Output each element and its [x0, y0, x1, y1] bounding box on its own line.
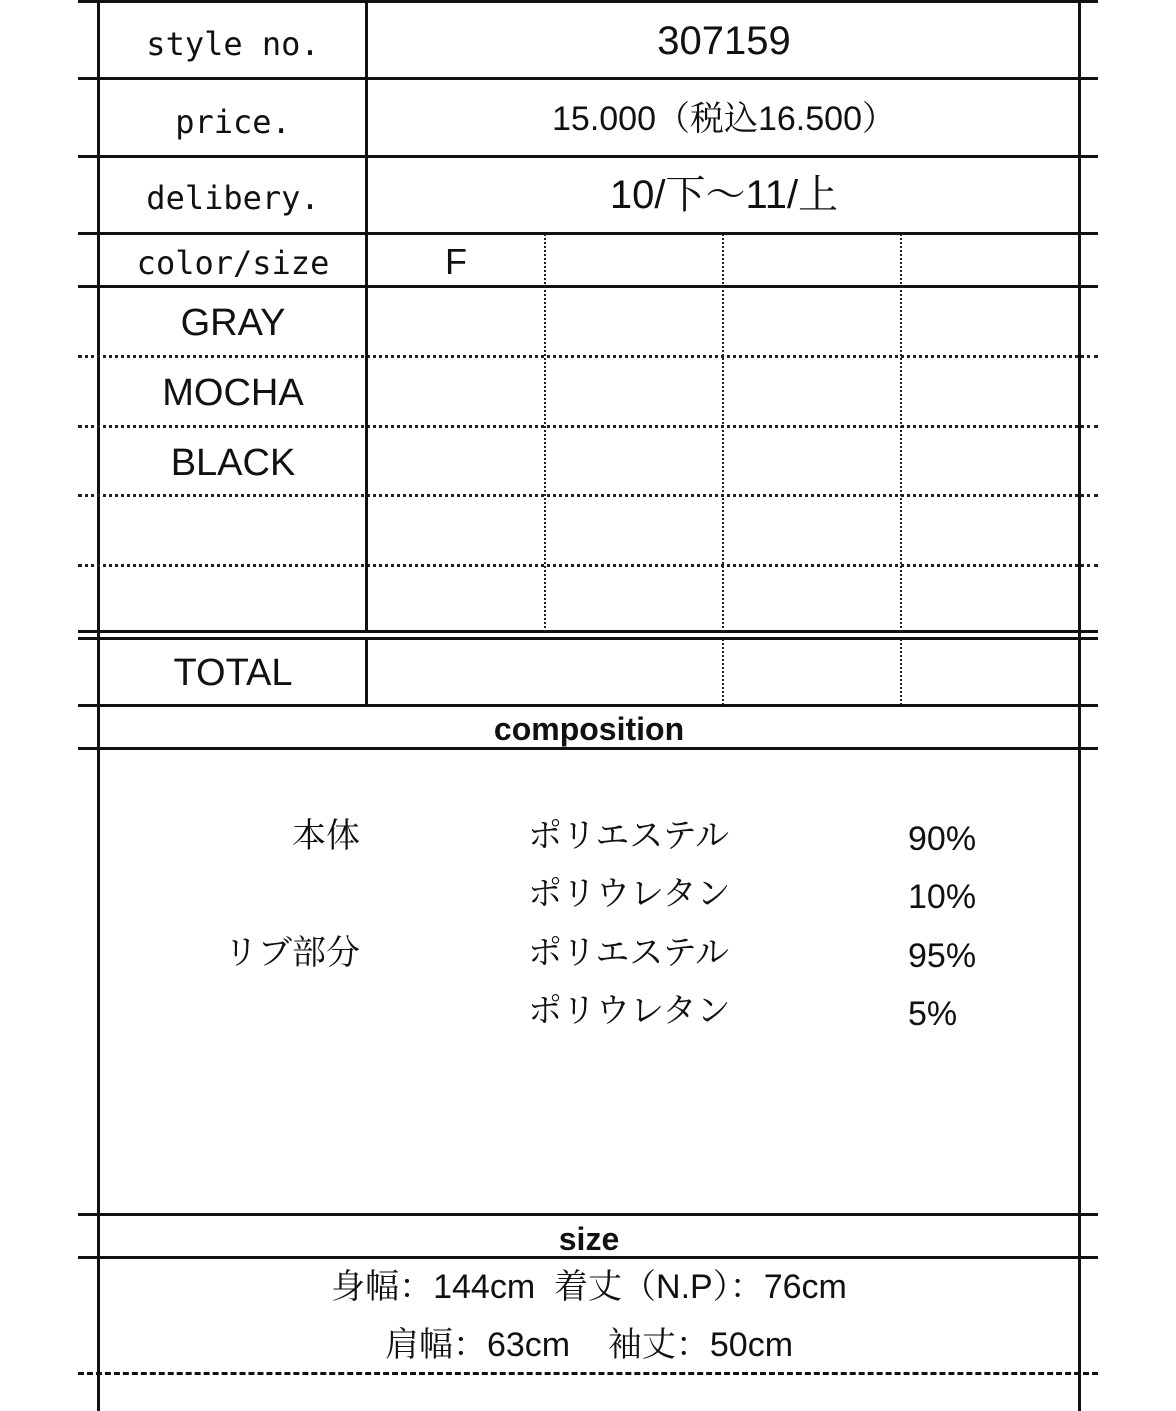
divider [78, 77, 1098, 80]
composition-material: ポリウレタン [528, 992, 731, 1030]
color-row-label: MOCHA [162, 372, 304, 414]
composition-percent: 10% [908, 878, 977, 916]
divider [78, 494, 1098, 497]
total-column-divider [722, 639, 724, 705]
price-label: price. [175, 103, 291, 141]
total-column-divider [900, 639, 902, 705]
composition-material: ポリエステル [528, 817, 729, 855]
size-measurements-line-1: 身幅：144cm 着丈（N.P）：76cm [331, 1268, 847, 1306]
dash-dot-line [78, 1372, 1098, 1375]
size-column-divider [900, 234, 902, 632]
size-measurements-line-2: 肩幅：63cm 袖丈：50cm [384, 1326, 794, 1364]
composition-title: composition [493, 711, 685, 747]
price-value: 15.000（税込16.500） [552, 100, 896, 138]
size-title: size [558, 1221, 620, 1257]
size-header-cell: F [445, 241, 467, 282]
divider [78, 630, 1098, 633]
composition-percent: 95% [908, 937, 977, 975]
divider [78, 155, 1098, 158]
composition-material: ポリウレタン [528, 875, 731, 913]
color-size-label: color/size [136, 244, 330, 282]
composition-percent: 90% [908, 820, 977, 858]
delivery-label: delibery. [146, 179, 320, 217]
composition-part: リブ部分 [224, 934, 360, 972]
divider [78, 355, 1098, 358]
composition-part: 本体 [292, 817, 360, 855]
style-value: 307159 [657, 19, 791, 63]
divider [78, 564, 1098, 567]
color-row-label: BLACK [170, 442, 296, 484]
size-column-divider [544, 234, 546, 632]
divider [78, 285, 1098, 288]
delivery-value: 10/下～11/上 [609, 173, 839, 217]
divider [78, 232, 1098, 235]
divider [78, 637, 1098, 640]
composition-material: ポリエステル [528, 934, 729, 972]
composition-percent: 5% [908, 995, 958, 1033]
size-column-divider [722, 234, 724, 632]
color-row-label: GRAY [180, 302, 286, 344]
total-label: TOTAL [173, 652, 293, 694]
divider [78, 1213, 1098, 1216]
divider [78, 0, 1098, 3]
style-label: style no. [146, 25, 320, 63]
divider [78, 425, 1098, 428]
divider [78, 704, 1098, 707]
